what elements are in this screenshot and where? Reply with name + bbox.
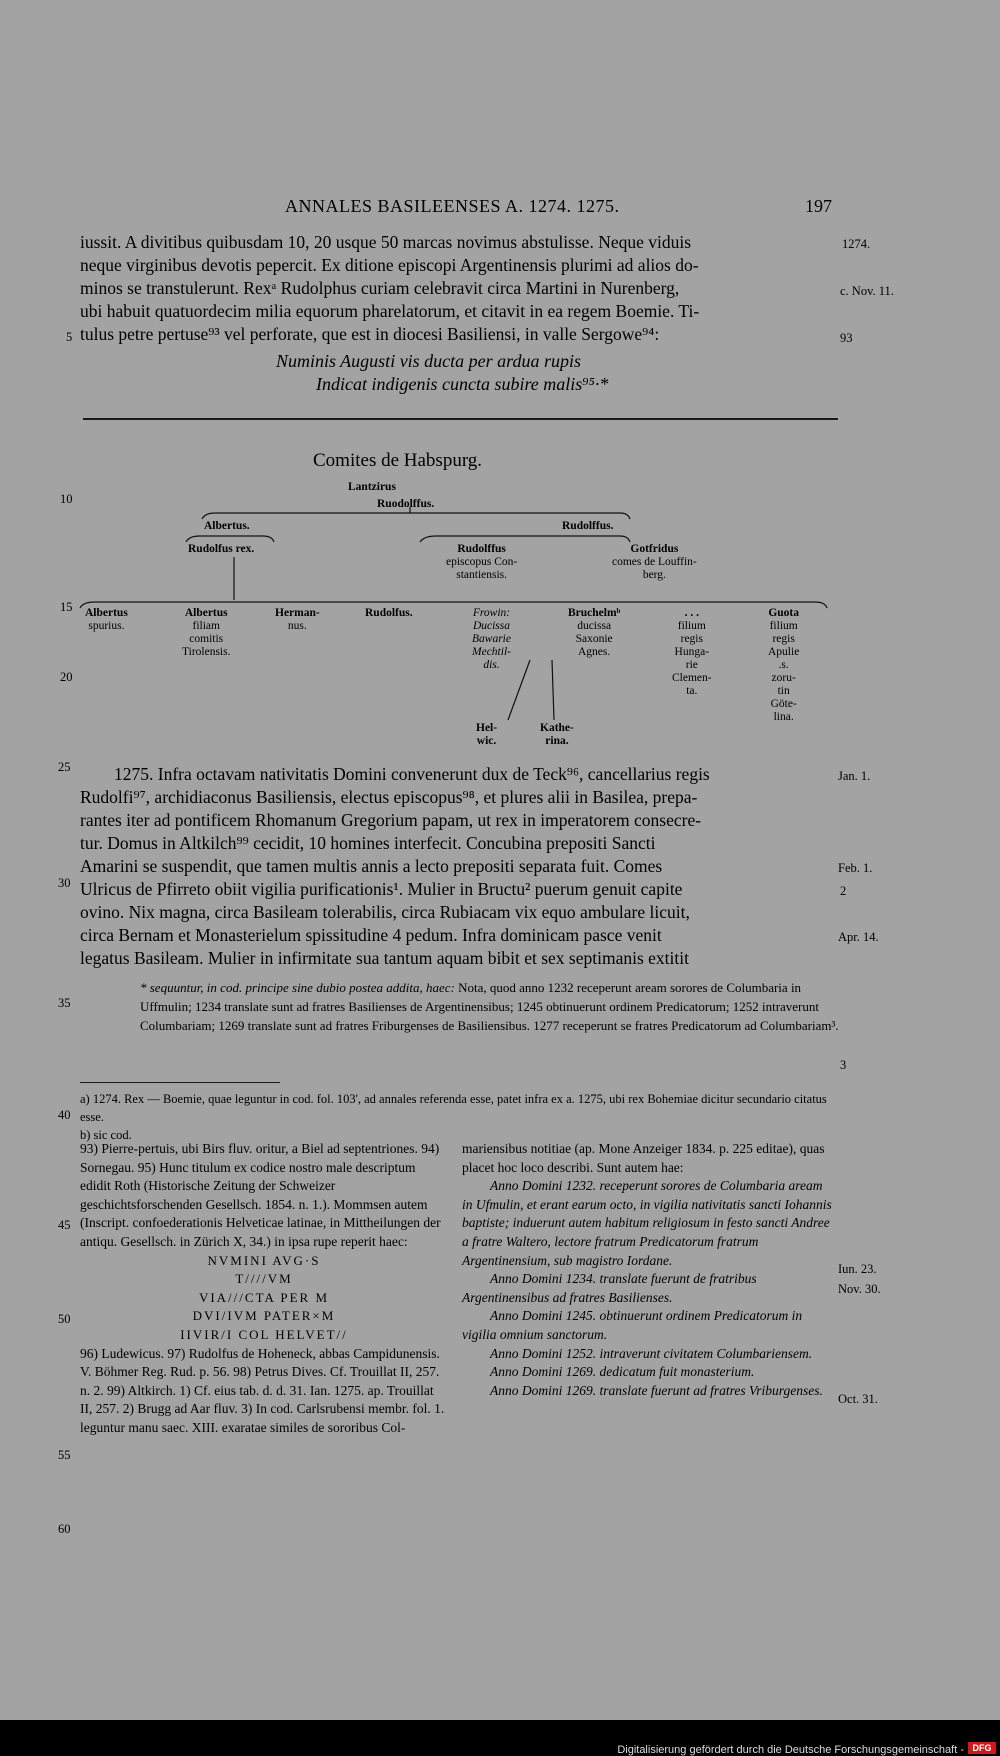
note-entry-year: Anno Domini 1245. xyxy=(490,1308,597,1324)
tree-node-desc: spurius. xyxy=(88,620,125,632)
margin-ref: 2 xyxy=(840,884,847,898)
tree-node-child xyxy=(672,607,712,698)
tree-node-name: Frowin: xyxy=(472,607,511,619)
note-entry xyxy=(462,1345,834,1364)
line-number: 5 xyxy=(66,330,73,344)
text-line: ovino. Nix magna, circa Basileam tolerabilis, circa Rubiacam vix equo ambulare licuit, xyxy=(80,902,690,922)
margin-date: Nov. 30. xyxy=(838,1282,881,1296)
inscription-line: VIA///CTA PER M xyxy=(198,1289,330,1305)
note-entry-year: Anno Domini 1232. xyxy=(490,1178,597,1194)
note-a: a) 1274. Rex — Boemie, quae leguntur in cod. fol. 103', ad annales referenda esse, patet infra ex a. 1275, ubi rex Bohemiae dicitur secundario citatus esse. xyxy=(80,1092,827,1124)
tree-node-desc: .s. xyxy=(778,659,789,671)
note-entry-year: Anno Domini 1252. xyxy=(490,1345,597,1361)
tree-node-name: Rudolffus. xyxy=(562,520,614,532)
tree-node-child xyxy=(365,607,413,620)
note-entry xyxy=(462,1382,834,1401)
text-line: Amarini se suspendit, que tamen multis annis a lecto prepositi separata fuit. Comes xyxy=(80,856,663,876)
line-number: 60 xyxy=(58,1522,71,1536)
margin-ref: 3 xyxy=(840,1058,847,1072)
line-number: 45 xyxy=(58,1218,71,1232)
apparatus-notes xyxy=(80,1090,840,1144)
page-number: 197 xyxy=(805,196,832,216)
tree-node-rudolfus-rex xyxy=(188,543,254,556)
note-entry-text: obtinuerunt ordinem Predicatorum in vigilia omnium sanctorum. xyxy=(462,1308,803,1342)
note-intro: mariensibus notitiae (ap. Mone Anzeiger 1834. p. 225 editae), quas placet hoc loco describi. Sunt autem hae: xyxy=(462,1141,825,1175)
tree-node-desc: episcopus Con- xyxy=(446,556,518,568)
tree-node-name: Lantzirus xyxy=(348,481,396,493)
inscription-line: IIVIR/I COL HELVET// xyxy=(180,1326,348,1342)
note-entry-text: translate fuerunt de fratribus Argentinensibus ad fratres Basilienses. xyxy=(462,1271,757,1305)
tree-node-desc: zoru- xyxy=(771,672,796,684)
tree-node-name: Albertus xyxy=(184,607,228,619)
margin-date: Feb. 1. xyxy=(838,861,873,875)
margin-date: Jan. 1. xyxy=(838,769,871,783)
tree-node-desc: Ducissa xyxy=(472,620,511,632)
tree-node-name: Gotfridus xyxy=(630,543,679,555)
line-number: 15 xyxy=(60,600,73,614)
line-number: 40 xyxy=(58,1108,71,1122)
tree-title: Comites de Habspurg. xyxy=(313,450,483,471)
tree-node-name: Herman- xyxy=(275,607,320,619)
tree-node-desc: filiam xyxy=(192,620,220,632)
notes-rule xyxy=(80,1082,280,1083)
text-line: ubi habuit quatuordecim milia equorum pharelatorum, et citavit in ea regem Boemie. Ti- xyxy=(80,301,700,321)
note-entry-text: dedicatum fuit monasterium. xyxy=(599,1364,755,1380)
text-line: tulus petre pertuse⁹³ vel perforate, que est in diocesi Basiliensi, in valle Sergowe⁹⁴: xyxy=(80,324,660,344)
tree-node-name: Hel- xyxy=(476,722,498,734)
line-number: 35 xyxy=(58,996,71,1010)
note-entry xyxy=(462,1270,834,1307)
tree-node-name: rina. xyxy=(545,735,569,747)
note-entry xyxy=(462,1177,834,1270)
tree-node-child xyxy=(568,607,620,659)
tree-node-desc: dis. xyxy=(483,659,500,671)
tree-node-name: Kathe- xyxy=(540,722,574,734)
note-b: b) sic cod. xyxy=(80,1128,132,1142)
tree-node-root-sub xyxy=(377,498,434,511)
notes-right-column xyxy=(462,1140,834,1400)
tree-node-desc: Mechtil- xyxy=(472,646,511,658)
tree-node-name: Guota xyxy=(768,607,799,619)
tree-node-desc: nus. xyxy=(287,620,307,632)
text-line: iussit. A divitibus quibusdam 10, 20 usque 50 marcas novimus abstulisse. Neque viduis xyxy=(80,232,692,252)
tree-node-name: Albertus xyxy=(85,607,128,619)
tree-node-desc: Apulie xyxy=(768,646,800,658)
inscription-line: NVMINI AVG·S xyxy=(207,1252,321,1268)
margin-date: 1274. xyxy=(842,237,871,251)
tree-node-child xyxy=(182,607,230,659)
tree-node-desc: tin xyxy=(777,685,790,697)
note-entry xyxy=(462,1363,834,1382)
text-line: Rudolfi⁹⁷, archidiaconus Basiliensis, electus episcopus⁹⁸, et plures alii in Basilea, prepa- xyxy=(80,787,698,807)
tree-node-desc: regis xyxy=(772,633,795,645)
note-entry-text: intraverunt civitatem Columbariensem. xyxy=(599,1345,813,1361)
tree-node-child xyxy=(85,607,128,633)
tree-node-desc: Bawarie xyxy=(472,633,511,645)
line-number: 25 xyxy=(58,760,71,774)
tree-node-desc: ducissa xyxy=(577,620,612,632)
text-line: 1275. Infra octavam nativitatis Domini convenerunt dux de Teck⁹⁶, cancellarius regis xyxy=(114,764,710,784)
tree-node-desc: stantiensis. xyxy=(456,569,508,581)
text-line: circa Bernam et Monasterielum spissitudine 4 pedum. Infra dominicam pasce venit xyxy=(80,925,662,945)
footer-credit: Digitalisierung gefördert durch die Deutsche Forschungsgemeinschaft - xyxy=(617,1744,964,1756)
tree-node-desc: Tirolensis. xyxy=(182,646,231,658)
footnote-star-body: Nota, quod anno 1232 receperunt aream sorores de Columbaria in Uffmulin; 1234 translate sunt ad fratres Basilienses de Argentinensibus; 1245 obtinuerunt ordinem Predicatorum; 1252 intraverunt Columbariam; 1269 translate sunt ad fratres Friburgenses de Basiliensibus. 1277 receperunt se fratres Predicatorum ad Columbariam³. xyxy=(140,980,839,1033)
tree-node-desc: Saxonie xyxy=(575,633,613,645)
tree-node-name: Rudolffus xyxy=(457,543,506,555)
tree-node-desc: berg. xyxy=(642,569,666,581)
line-number: 30 xyxy=(58,876,71,890)
tree-node-name: Ruodolffus. xyxy=(377,498,435,510)
text-line: legatus Basileam. Mulier in infirmitate sua tantum aquam bibit et sex septimanis extitit xyxy=(80,948,689,968)
tree-node-rudolffus-episcopus xyxy=(446,543,517,582)
tree-node-name: Rudolfus rex. xyxy=(188,543,255,555)
tree-node-name: Bruchelmᵇ xyxy=(568,607,621,619)
tree-node-child xyxy=(768,607,799,724)
tree-node-name: wic. xyxy=(476,735,497,747)
line-number: 20 xyxy=(60,670,73,684)
footnote-star-lead: * sequuntur, in cod. principe sine dubio postea addita, haec: xyxy=(140,980,455,995)
note-entry-year: Anno Domini 1234. xyxy=(490,1271,597,1287)
tree-node-name: . . . xyxy=(684,607,699,619)
running-title: ANNALES BASILEENSES A. 1274. 1275. xyxy=(285,196,620,216)
margin-date: Oct. 31. xyxy=(838,1392,878,1406)
margin-date: Apr. 14. xyxy=(838,930,879,944)
note-entry-year: Anno Domini 1269. xyxy=(490,1382,597,1398)
note-entry-text: receperunt sorores de Columbaria aream in Ufmulin, et erant earum octo, in vigilia nativitatis sancti Iohannis baptiste; induerunt autem habitum religiosum in festo sancti Andree a fratre Waltero, lectore fratrum Predicatorum fratrum Argentinensium, sub magistro Iordane. xyxy=(462,1178,832,1268)
margin-date: Iun. 23. xyxy=(838,1262,877,1276)
tree-node-rudolffus xyxy=(562,520,613,533)
note-entry-year: Anno Domini 1269. xyxy=(490,1364,597,1380)
tree-node-child xyxy=(472,607,511,672)
margin-date: c. Nov. 11. xyxy=(840,284,894,298)
tree-node-grandchild xyxy=(540,722,574,748)
tree-node-desc: comes de Louffin- xyxy=(612,556,697,568)
tree-node-desc: Hunga- xyxy=(674,646,710,658)
note-entry xyxy=(462,1307,834,1344)
line-number: 55 xyxy=(58,1448,71,1462)
text-line: neque virginibus devotis pepercit. Ex ditione episcopi Argentinensis plurimi ad alios do- xyxy=(80,255,699,275)
inscription-line: T////VM xyxy=(235,1271,293,1287)
tree-node-grandchild xyxy=(476,722,497,748)
tree-node-desc: Göte- xyxy=(770,698,797,710)
text-line: Ulricus de Pfirreto obiit vigilia purificationis¹. Mulier in Bructu² puerum genuit capite xyxy=(80,879,683,899)
tree-node-name: Rudolfus. xyxy=(365,607,413,619)
tree-node-albertus xyxy=(204,520,250,533)
tree-node-desc: rie xyxy=(685,659,698,671)
note-paragraph: 96) Ludewicus. 97) Rudolfus de Hoheneck, abbas Campidunensis. V. Böhmer Reg. Rud. p. 56. 98) Petrus Dives. Cf. Trouillat II, 257. n. 2. 99) Altkirch. 1) Cf. eius tab. d. d. 31. Ian. 1275. ap. Trouillat II, 257. 2) Brugg ad Aar fluv. 3) In cod. Carlsrubensi membr. fol. 1. leguntur manu saec. XIII. exaratae similes de sororibus Col- xyxy=(80,1345,445,1435)
inscription-line: DVI/IVM PATER×M xyxy=(192,1308,336,1324)
tree-node-desc: regis xyxy=(680,633,703,645)
dfg-logo: DFG xyxy=(968,1742,996,1754)
tree-node-desc: Agnes. xyxy=(578,646,611,658)
tree-node-desc: comitis xyxy=(189,633,224,645)
margin-ref: 93 xyxy=(840,331,853,345)
tree-node-desc: filium xyxy=(769,620,798,632)
verse-line: Indicat indigenis cuncta subire malis⁹⁵·* xyxy=(316,374,609,394)
tree-node-desc: filium xyxy=(677,620,706,632)
text-line: minos se transtulerunt. Rexᵃ Rudolphus curiam celebravit circa Martini in Nurenberg, xyxy=(80,278,680,298)
tree-node-root xyxy=(348,481,396,494)
tree-node-desc: ta. xyxy=(686,685,698,697)
text-line: tur. Domus in Altkilch⁹⁹ cecidit, 10 homines interfecit. Concubina prepositi Sancti xyxy=(80,833,656,853)
line-number: 50 xyxy=(58,1312,71,1326)
line-number: 10 xyxy=(60,492,73,506)
tree-node-desc: Clemen- xyxy=(672,672,712,684)
tree-node-desc: lina. xyxy=(773,711,794,723)
note-paragraph: 93) Pierre-pertuis, ubi Birs fluv. oritur, a Biel ad septentriones. 94) Sornegau. 95) Hunc titulum ex codice nostro male descriptum edidit Roth (Historische Zeitung der Schweizer geschichtsforschenden Gesellsch. 1854. n. 1.). Mommsen autem (Inscript. confoederationis Helveticae latinae, in Mittheilungen der antiqu. Gesellsch. in Zürich X, 34.) in ipsa rupe reperit haec: xyxy=(80,1141,441,1249)
tree-node-gotfridus xyxy=(612,543,697,582)
tree-node-child xyxy=(275,607,320,633)
verse-line: Numinis Augusti vis ducta per ardua rupis xyxy=(276,351,582,371)
footnote-star xyxy=(140,978,840,1035)
tree-node-name: Albertus. xyxy=(204,520,250,532)
note-entry-text: translate fuerunt ad fratres Vriburgenses. xyxy=(599,1382,823,1398)
text-line: rantes iter ad pontificem Rhomanum Gregorium papam, ut rex in imperatorem consecre- xyxy=(80,810,702,830)
notes-left-column xyxy=(80,1140,448,1438)
